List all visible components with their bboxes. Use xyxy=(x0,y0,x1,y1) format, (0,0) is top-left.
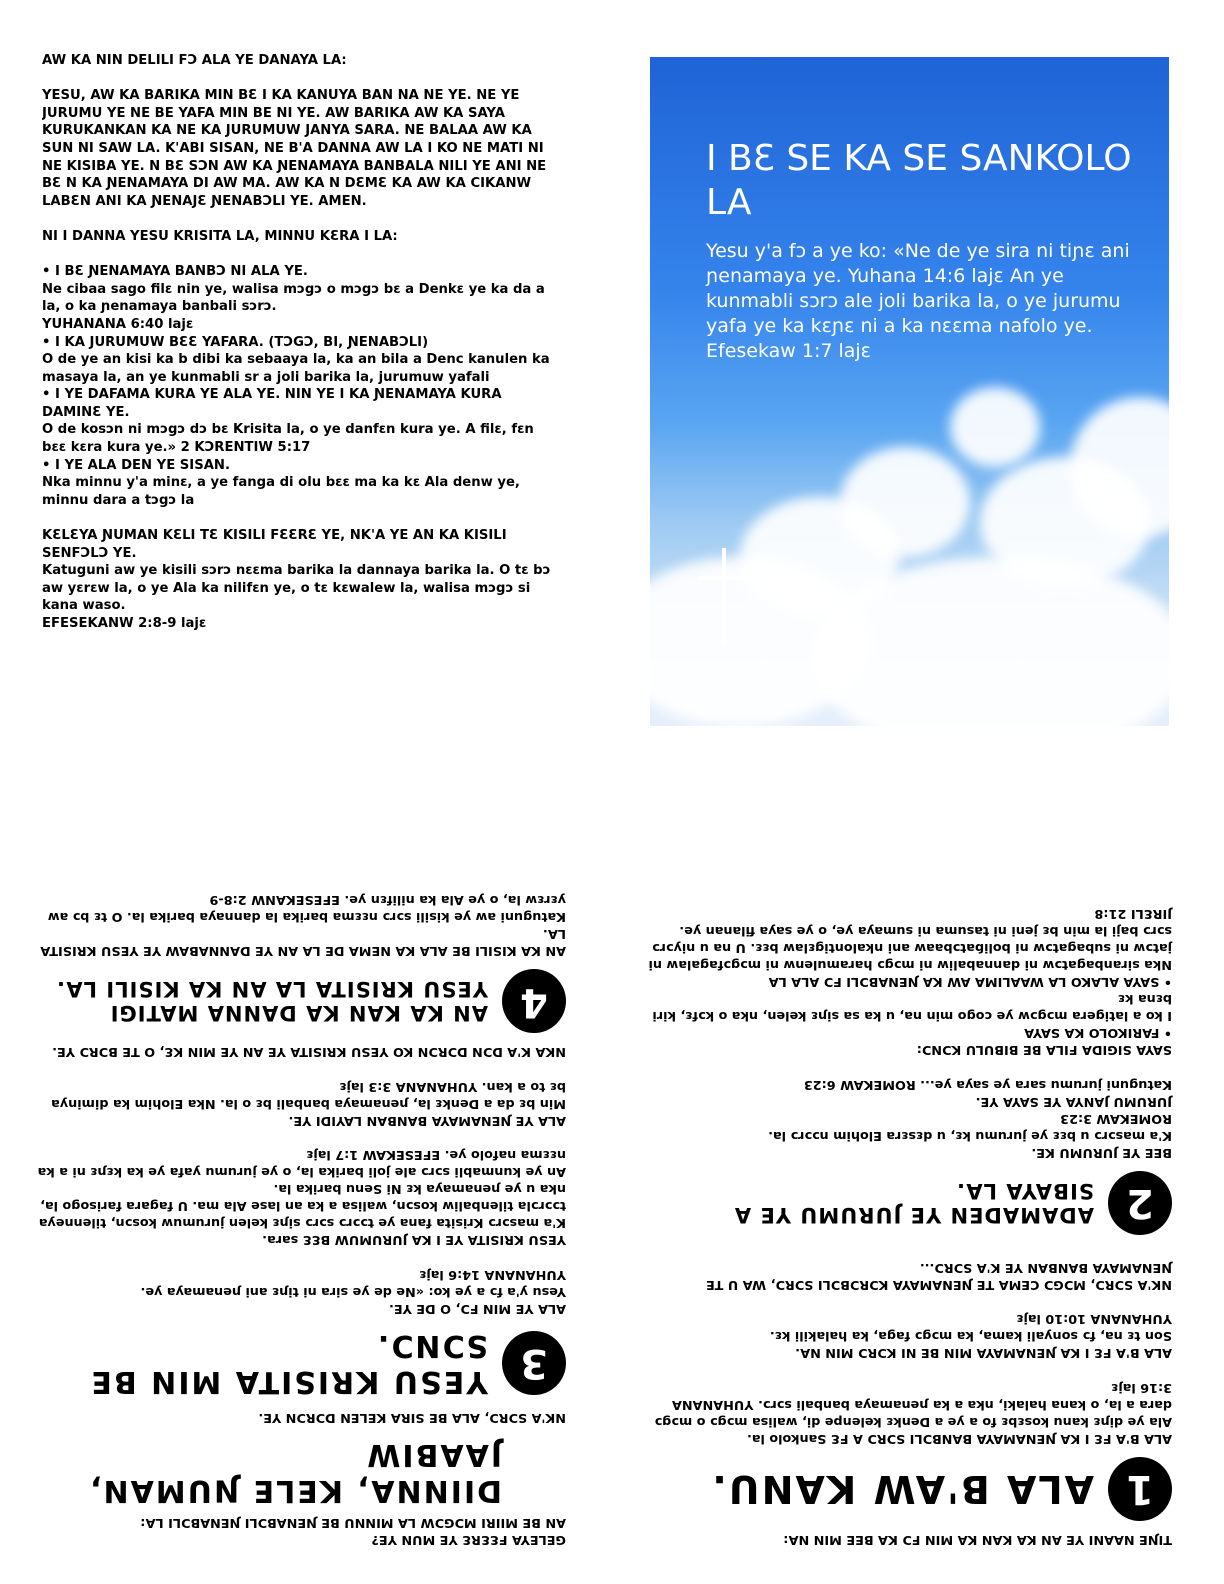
s2-b-text: Katuguni jurumu sara ye saya ye... ROMEKAW 6:23 xyxy=(803,1076,1172,1092)
s2-a-ref: ROMEKAW 3:23 xyxy=(1060,1110,1172,1126)
bullet-4-title: • I YE ALA DEN YE SISAN. xyxy=(42,457,230,473)
s3-a-title: ALA YE MIN FƆ, O DE YE. xyxy=(388,1301,566,1316)
bullet-1-text: Ne cibaa sago filɛ nin ye, walisa mɔgɔ o mɔgɔ bɛ a Denkɛ ye ka da a la, o ka ɲenamaya banbali sɔrɔ. xyxy=(42,281,545,315)
s2-a-title: BEE YE JURUMU KE. xyxy=(1031,1144,1172,1160)
cover-title: I BƐ SE KA SE SANKOLO LA xyxy=(706,138,1132,223)
s4-a-title: AN KA KISILI BE ALA KA NEMA DE LA AN YE DANNABAW YE YESU KRISITA LA. xyxy=(40,926,566,959)
s3-d-title: ALA YE ƝENAMAYA BANBAN LAYIDI YE. xyxy=(288,1112,566,1128)
section-2-title: ADAMADEN YE JURUMU YE A SIBAYA LA. xyxy=(733,1178,1094,1227)
s2-c2-title: • SAYA ALAKO LA WAALIMA AW KA ƝENABƆLI FƆ ALA LA xyxy=(768,974,1172,990)
s2-b-title: JURUMU JANYA YE SAYA YE. xyxy=(975,1093,1172,1109)
s2-c2-text: Nka siranbagatɔw ni dannabaliw ni mɔgɔ haramulenw ni mɔgɔfagalaw ni jatɔw ni subagatɔw ni boliɓatɔbaaw ani nkalontigɛlaw bɛɛ. U na u niyɔrɔ sɔrɔ baji la min bɛ jeni ni tasuma ni sumaya ye, o ye saya filanan ye. JIRƐLI 21:8 xyxy=(648,906,1172,973)
question-text: AN BE MIIRI MƆGƆW LA MINNU BE ƝENABƆLI ƝENABƆLI LA: xyxy=(140,1515,566,1530)
section-1-title: ALA B'AW KANU. xyxy=(710,1467,1094,1511)
bullet-1-title: • I BƐ ƝENAMAYA BANBƆ NI ALA YE. xyxy=(42,264,308,280)
s2-c1-title: • FARIKOLO KA SAYA xyxy=(1024,1025,1172,1041)
section-3-number: 3 xyxy=(502,1331,566,1395)
s1-b-ref: YUHANANA 10:10 lajɛ xyxy=(1016,1311,1172,1327)
s3-c-text: An ye kunmabli sɔrɔ ale joli barika la, o ye jurumu yafa ye ka kɛɲɛ ni a ka nɛɛma nafolo ye. EFESEKAW 1:7 lajɛ xyxy=(37,1147,566,1180)
cloud xyxy=(950,387,1040,467)
left-back-panel xyxy=(36,828,566,1548)
cross-icon xyxy=(722,548,726,646)
cover-image xyxy=(650,57,1169,726)
s3-b-title: YESU KRISITA YE I KA JURUMUW BƐƐ sara. xyxy=(262,1232,566,1248)
prayer-body: YESU, AW KA BARIKA MIN BƐ I KA KANUYA BAN NA NE YE. NE YE JURUMU YE NE BE YAFA MIN BE NI YE. AW BARIKA AW KA SAYA KURUKANKAN KA NE KA JURUMUW JANYA SARA. NE BALAA AW KA SUN NI SAW LA. K'ABI SISAN, NE B'A DANNA AW LA I KO NE MATI NI NE KISIBA YE. N BƐ SƆN AW KA ƝENAMAYA BANBALA NILI YE ANI NE BƐ N KA ƝENAMAYA DI AW MA. AW KA N DƐMƐ KA AW KA CIKANW LABƐN ANI KA ƝENAJƐ ƝENABƆLI YE. AMEN. xyxy=(42,88,547,209)
bullet-1-ref: YUHANANA 6:40 lajɛ xyxy=(42,316,194,332)
s1-b-title: ALA B'A FƐ I KA ƝENAMAYA MIN BE NI KƆRƆ MIN NA. xyxy=(795,1345,1172,1361)
cross-icon-bar xyxy=(698,576,750,580)
s2-a-text: K'a masɔrɔ u bɛɛ ye jurumu kɛ, u dɛsɛra Elohim nɔɔrɔ la. xyxy=(768,1127,1172,1143)
prayer-heading: AW KA NIN DELILI FƆ ALA YE DANAYA LA: xyxy=(42,53,347,68)
top-title: TIƝE NAANI YE AN KA KAN KA MIN FƆ KA BEE MIN NA: xyxy=(783,1532,1172,1547)
question-title: GELEYA FƐƐRƐ YE MUN YE? xyxy=(371,1532,566,1547)
closing-text: Katuguni aw ye kisili sɔrɔ nɛɛma barika la dannaya barika la. O tɛ bɔ aw yɛrɛw la, o ye Ala ka nilifɛn ye, o tɛ kɛwalew la, walisa mɔgɔ si kana waso. xyxy=(42,563,551,614)
bullet-2-title: • I KA JURUMUW BƐƐ YAFARA. (TƆGƆ, BI, ƝENABƆLI) xyxy=(42,334,429,350)
section-3-title: YESU KRISITA MIN BE SƆNƆ. xyxy=(89,1328,488,1399)
s3-e-text: NKA K'A DƆN DƆRƆN KO YESU KRISITA YE AN YE MIN KƐ, O TE BƆRƆ YE. xyxy=(52,1044,566,1060)
section-4-title: AN KA KAN KA DANNA MATIGI YESU KRISITA LA AN KA KISILI LA. xyxy=(56,977,488,1026)
s3-a-ref: YUHANANA 14:6 lajɛ xyxy=(419,1267,566,1282)
s1-a-title: ALA B'A FƐ I KA ƝENAMAYA BANBƆLI SƆRƆ A FƐ Sankolo la. xyxy=(746,1431,1172,1446)
s1-b-text: Son tɛ na, fɔ sonyali kama, ka mɔgɔ faga, ka halakili kɛ. xyxy=(769,1328,1172,1344)
closing-ref: EFESEKANW 2:8-9 lajɛ xyxy=(42,616,207,631)
right-back-panel xyxy=(642,828,1172,1548)
s2-c1-text: I ko a latigera mɔgɔw ye cogo min na, u ka sa siɲɛ kelen, nka o kɔfɛ, kiri bɛna kɛ xyxy=(652,991,1172,1024)
prayer-panel xyxy=(42,52,562,752)
s3-a-text: Yesu y'a fɔ a ye ko: «Ne de ye sira ni tiɲɛ ani ɲenamaya ye. xyxy=(140,1284,566,1299)
bullet-3-text: O de kosɔn ni mɔgɔ dɔ bɛ Krisita la, o ye danfɛn kura ye. A filɛ, fɛn bɛɛ kɛra kura ye.» 2 KƆRENTIW 5:17 xyxy=(42,422,534,456)
s3-d-text: Min bɛ da a Denkɛ la, ɲenamaya banbali bɛ o la. Nka Elohim ka diminya bɛ to a kan. YUHANANA 3:3 lajɛ xyxy=(51,1078,566,1111)
big-title: DIINNA, KELE ƝUMAN, JAABIW xyxy=(88,1437,502,1508)
s2-c-title: SAYA SIGIDA FILA BE BIBULU KƆNƆ: xyxy=(916,1042,1172,1058)
section-4-number: 4 xyxy=(502,969,566,1033)
bullet-3-title: • I YE DAFAMA KURA YE ALA YE. NIN YE I KA ƝENAMAYA KURA DAMINƐ YE. xyxy=(42,387,502,420)
cover-text: Yesu y'a fɔ a ye ko: «Ne de ye sira ni tiɲɛ ani ɲenamaya ye. Yuhana 14:6 lajɛ An ye kunmabli sɔrɔ ale joli barika la, o ye jurumu yafa ye ka kɛɲɛ ni a ka nɛɛma nafolo ye. Efesekaw 1:7 lajɛ xyxy=(706,240,1130,362)
section-2-number: 2 xyxy=(1108,1171,1172,1235)
big-text: NK'A SƆRƆ, ALA BE SIRA KELEN DƆRƆN YE. xyxy=(258,1410,566,1425)
prayer-intro: NI I DANNA YESU KRISITA LA, MINNU KƐRA I LA: xyxy=(42,228,398,244)
s1-a-text: Ala ye diɲɛ kanu kosɛbɛ fo a ye a Denkɛ kelenpe di, walisa mɔgɔ o mɔgɔ dara a la, o kana halaki, nka a ka ɲenamaya banbali sɔrɔ. YUHANANA 3:16 lajɛ xyxy=(654,1380,1172,1429)
s4-a-text: Katuguni aw ye kisili sɔrɔ nɛɛma barika la dannaya barika la. O tɛ bɔ aw yɛrɛw la, o ye Ala ka nilifɛn ye. EFESEKANW 2:8-9 xyxy=(47,892,566,925)
section-1-number: 1 xyxy=(1108,1457,1172,1521)
closing-title: KƐLƐYA ƝUMAN KƐLI TƐ KISILI FƐƐRƐ YE, NK'A YE AN KA KISILI SENFƆLƆ YE. xyxy=(42,528,507,561)
bullet-2-text: O de ye an kisi ka b dibi ka sebaaya la, ka an bila a Denc kanulen ka masaya la, an ye kunmabli sr a joli barika la, jurumuw yafali xyxy=(42,352,550,385)
bullet-4-text: Nka minnu y'a minɛ, a ye fanga di olu bɛɛ ma ka kɛ Ala denw ye, minnu dara a tɔgɔ la xyxy=(42,475,520,508)
s1-c-text: NK'A SƆRƆ, MƆGƆ CEMA TE ƝENAMAYA KƆRƆBƆLI SƆRƆ, WA U TE ƝENAMAYA BANBAN YE K'A SƆRƆ... xyxy=(705,1259,1172,1292)
s3-b-text: K'a masɔrɔ Krisita fana ye tɔɔrɔ sɔrɔ siɲɛ kelen jurumuw kosɔn, tilenneya tɔɔrɔla tilenbaliw kosɔn, walisa a ka an lase Ala ma. U fagara farisogo la, nka u ye ɲenamaya kɛ Ni Senu barika la. xyxy=(38,1181,566,1231)
